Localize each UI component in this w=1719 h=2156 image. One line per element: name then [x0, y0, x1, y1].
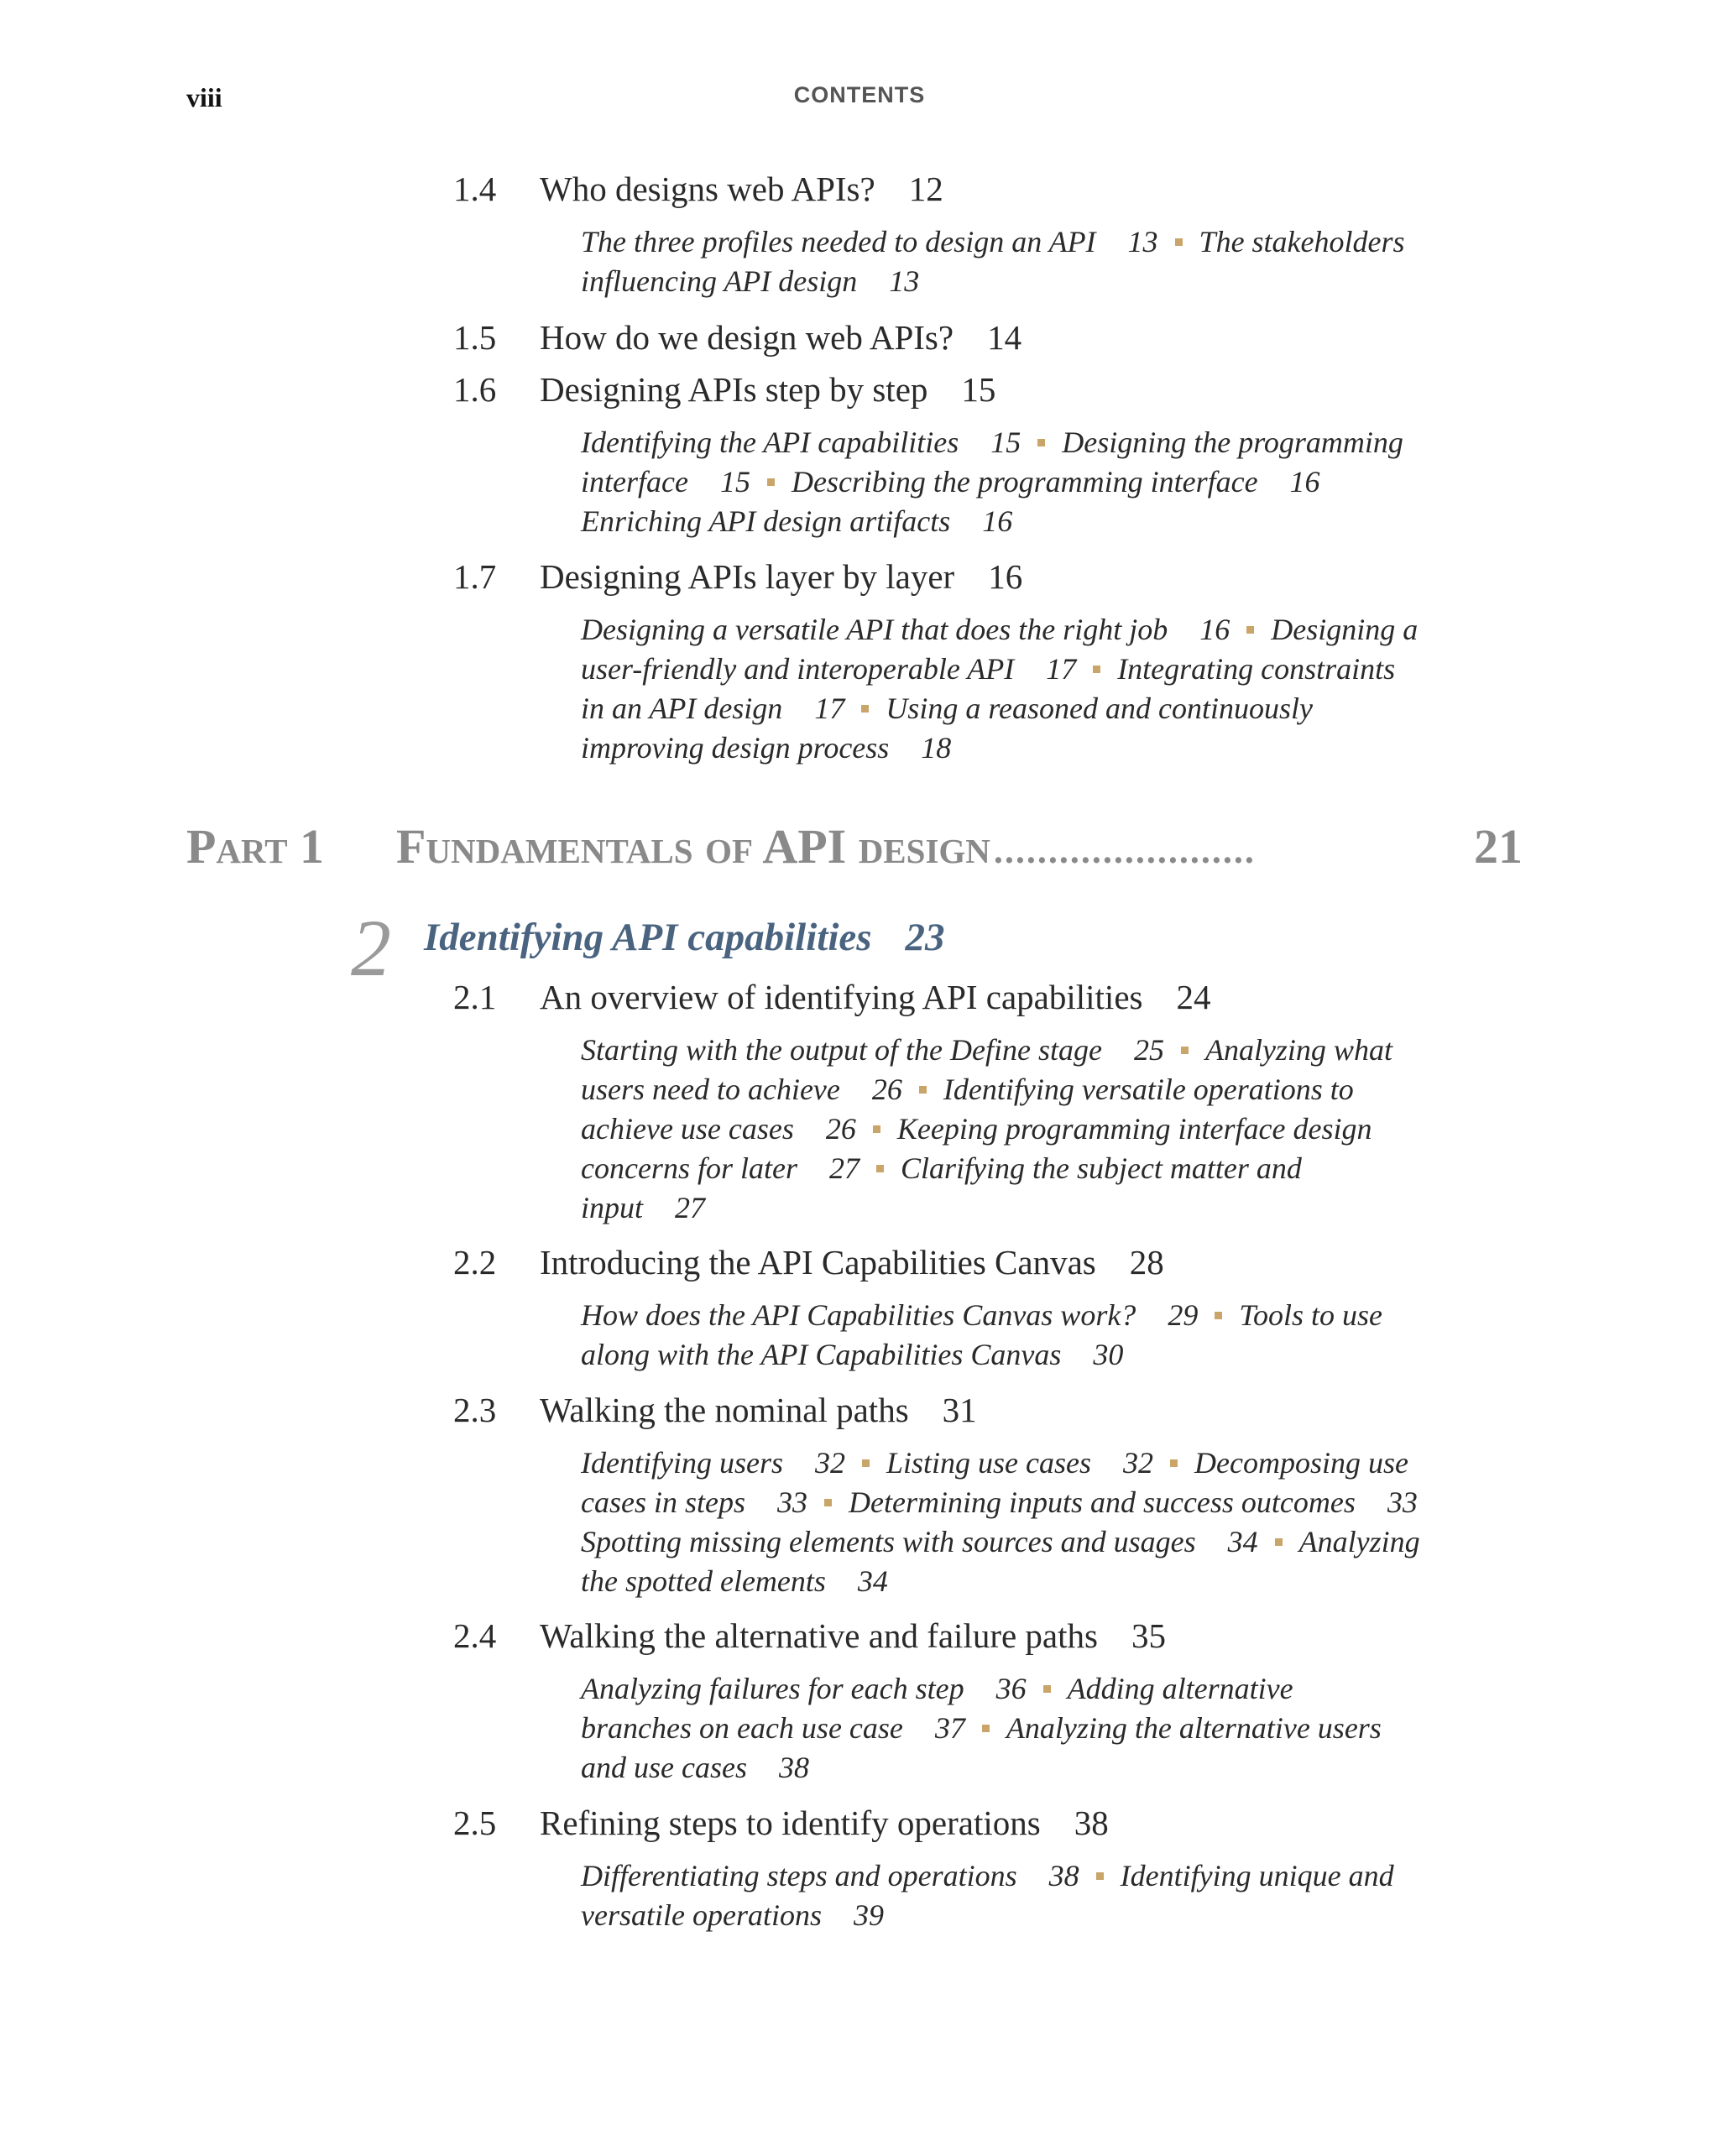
- subsection-line: Identifying users 32 Listing use cases 32 Decomposing use: [581, 1446, 1408, 1480]
- subsection-line: improving design process 18: [581, 731, 952, 765]
- section-page: 38: [1074, 1804, 1109, 1842]
- subsection-line: the spotted elements 34: [581, 1564, 888, 1598]
- section-number: 2.4: [453, 1616, 497, 1655]
- bullet-icon: [824, 1499, 832, 1506]
- section-title: Walking the nominal paths 31: [540, 1391, 977, 1429]
- section-number: 2.5: [453, 1804, 497, 1842]
- page-number: viii: [186, 82, 222, 112]
- section-page: 12: [908, 170, 943, 208]
- part-heading: [186, 819, 1523, 874]
- section-title: How do we design web APIs? 14: [540, 318, 1022, 357]
- subsection-line: interface 15 Describing the programming interface 16: [581, 465, 1320, 499]
- subsection-line: Designing a versatile API that does the right job 16 Designing a: [581, 613, 1419, 646]
- subsection-line: The three profiles needed to design an API 13 The stakeholders: [581, 225, 1405, 258]
- section-title: Designing APIs step by step 15: [540, 370, 996, 409]
- subsection-line: Spotting missing elements with sources and usages 34 Analyzing: [581, 1525, 1420, 1558]
- bullet-icon: [1096, 1872, 1104, 1880]
- subsection-line: user-friendly and interoperable API 17 Integrating constraints: [581, 652, 1396, 686]
- section-number: 1.4: [453, 170, 497, 208]
- part-title: Fundamentals of API design: [396, 819, 990, 874]
- bullet-icon: [1246, 626, 1254, 634]
- section-page: 28: [1129, 1243, 1164, 1282]
- part-label: Part 1: [186, 819, 325, 874]
- bullet-icon: [1037, 439, 1045, 446]
- section-title: Who designs web APIs? 12: [540, 170, 943, 208]
- bullet-icon: [876, 1165, 884, 1172]
- section-number: 2.2: [453, 1243, 497, 1282]
- subsection-line: achieve use cases 26 Keeping programming interface design: [581, 1112, 1372, 1146]
- section-page: 14: [987, 318, 1022, 357]
- subsection-line: influencing API design 13: [581, 264, 920, 298]
- bullet-icon: [873, 1125, 880, 1133]
- section-number: 1.7: [453, 557, 497, 596]
- section-title: Refining steps to identify operations 38: [540, 1804, 1109, 1842]
- bullet-icon: [1275, 1538, 1283, 1546]
- section-page: 15: [961, 370, 996, 409]
- bullet-icon: [1043, 1685, 1051, 1693]
- bullet-icon: [1170, 1459, 1178, 1467]
- chapter-title: Identifying API capabilities 23: [424, 916, 945, 959]
- bullet-icon: [861, 705, 869, 713]
- subsection-line: Identifying the API capabilities 15 Designing the programming: [581, 425, 1403, 459]
- section-number: 2.3: [453, 1391, 497, 1429]
- subsection-line: along with the API Capabilities Canvas 30: [581, 1338, 1124, 1371]
- subsection-line: and use cases 38: [581, 1751, 809, 1784]
- section-number: 1.5: [453, 318, 497, 357]
- section-number: 2.1: [453, 978, 497, 1016]
- subsection-line: How does the API Capabilities Canvas work? 29 Tools to use: [581, 1298, 1383, 1332]
- subsection-line: Analyzing failures for each step 36 Adding alternative: [581, 1672, 1293, 1705]
- running-head: CONTENTS: [793, 82, 926, 107]
- bullet-icon: [767, 478, 775, 486]
- section-page: 31: [942, 1391, 977, 1429]
- section-title: An overview of identifying API capabilities 24: [540, 978, 1211, 1016]
- bullet-icon: [1175, 238, 1183, 246]
- subsection-line: users need to achieve 26 Identifying versatile operations to: [581, 1073, 1354, 1106]
- chapter-page: 23: [905, 916, 945, 959]
- subsection-line: cases in steps 33 Determining inputs and success outcomes 33: [581, 1485, 1418, 1519]
- subsection-line: concerns for later 27 Clarifying the subject matter and: [581, 1151, 1302, 1185]
- section-title: Introducing the API Capabilities Canvas 28: [540, 1243, 1164, 1282]
- subsection-line: Differentiating steps and operations 38 Identifying unique and: [581, 1859, 1394, 1892]
- section-page: 35: [1131, 1616, 1166, 1655]
- subsection-line: branches on each use case 37 Analyzing the alternative users: [581, 1711, 1382, 1745]
- bullet-icon: [1181, 1047, 1189, 1054]
- subsection-line: versatile operations 39: [581, 1898, 884, 1932]
- bullet-icon: [982, 1725, 990, 1732]
- subsection-line: Enriching API design artifacts 16: [581, 504, 1013, 538]
- section-number: 1.6: [453, 370, 497, 409]
- bullet-icon: [862, 1459, 870, 1467]
- bullet-icon: [919, 1086, 927, 1094]
- subsection-line: in an API design 17 Using a reasoned and continuously: [581, 692, 1313, 725]
- bullet-icon: [1093, 666, 1100, 673]
- chapter-number: 2: [351, 903, 391, 993]
- section-title: Walking the alternative and failure paths 35: [540, 1616, 1166, 1655]
- bullet-icon: [1215, 1312, 1222, 1319]
- subsection-line: Starting with the output of the Define stage 25 Analyzing what: [581, 1033, 1392, 1067]
- subsection-line: input 27: [581, 1191, 706, 1224]
- part-page: 21: [1474, 819, 1523, 874]
- section-title: Designing APIs layer by layer 16: [540, 557, 1023, 596]
- part-leader-dots: ........................: [993, 833, 1256, 869]
- section-page: 24: [1176, 978, 1211, 1016]
- section-page: 16: [988, 557, 1023, 596]
